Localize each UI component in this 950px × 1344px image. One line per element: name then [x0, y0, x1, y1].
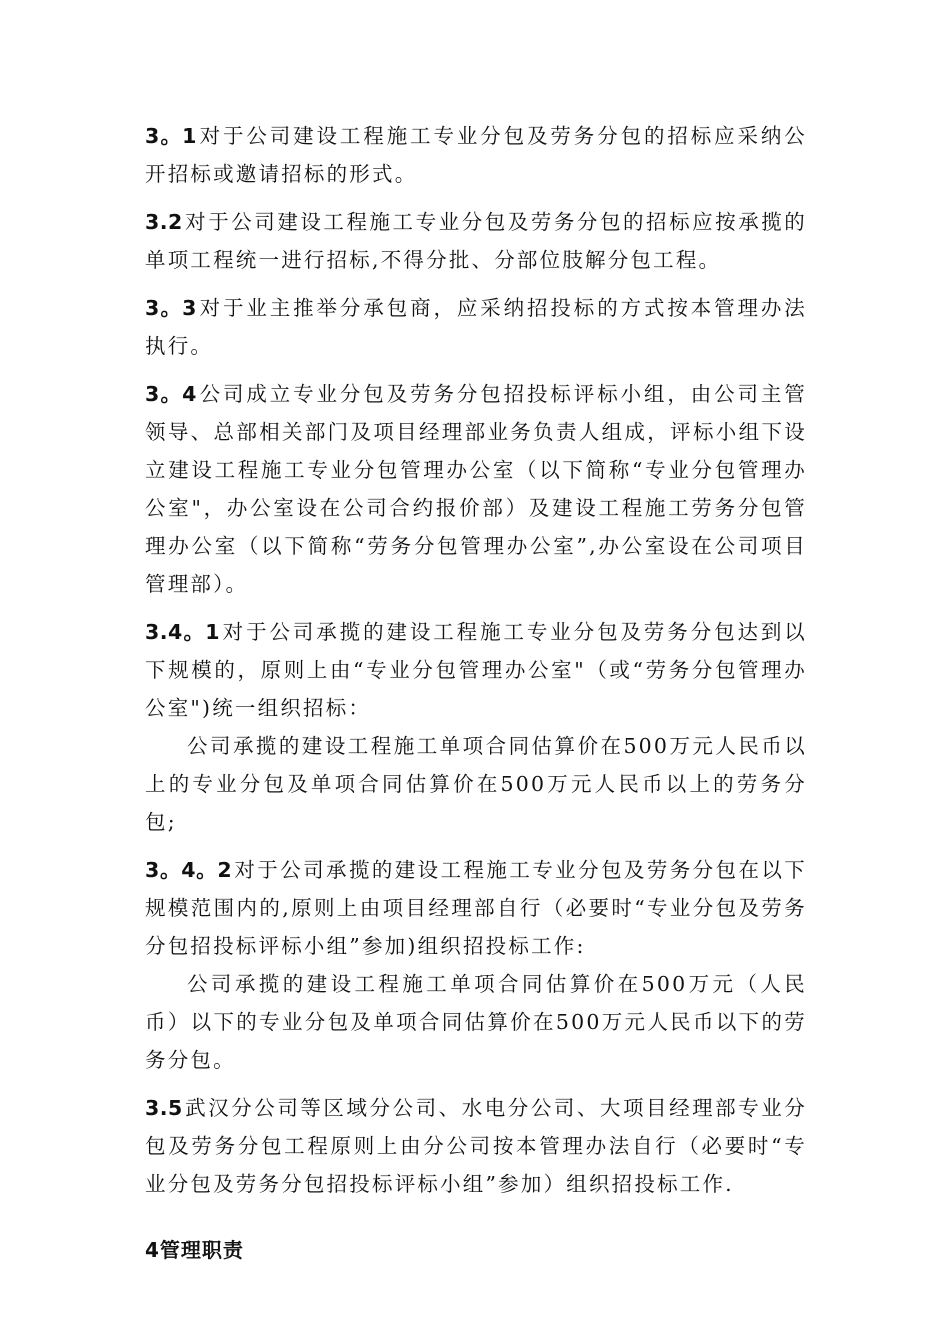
paragraph-text: 对于公司承揽的建设工程施工专业分包及劳务分包达到以下规模的，原则上由“专业分包管理办公室"（或“劳务分包管理办公室")统一组织招标：	[145, 620, 807, 720]
paragraph-3-4-1	[145, 613, 807, 727]
section-number: 3.5	[145, 1096, 183, 1120]
section-number: 3.2	[145, 210, 183, 234]
paragraph-3-5	[145, 1089, 807, 1203]
section-number: 3。3	[145, 296, 197, 320]
paragraph-3-3	[145, 289, 807, 365]
paragraph-text: 对于公司建设工程施工专业分包及劳务分包的招标应按承揽的单项工程统一进行招标,不得分批、分部位肢解分包工程。	[145, 210, 807, 272]
section-number: 3。4	[145, 382, 197, 406]
paragraph-3-4-1-detail	[145, 727, 807, 841]
paragraph-text: 公司承揽的建设工程施工单项合同估算价在500万元（人民币）以下的专业分包及单项合同估算价在500万元人民币以下的劳务分包。	[145, 972, 807, 1072]
paragraph-3-1	[145, 117, 807, 193]
paragraph-text: 对于公司建设工程施工专业分包及劳务分包的招标应采纳公开招标或邀请招标的形式。	[145, 124, 807, 186]
section-heading: 4管理职责	[145, 1238, 244, 1262]
paragraph-text: 对于业主推举分承包商，应采纳招投标的方式按本管理办法执行。	[145, 296, 807, 358]
paragraph-text: 公司承揽的建设工程施工单项合同估算价在500万元人民币以上的专业分包及单项合同估算价在500万元人民币以上的劳务分包;	[145, 734, 807, 834]
section-number: 3。1	[145, 124, 197, 148]
paragraph-text: 公司成立专业分包及劳务分包招投标评标小组，由公司主管领导、总部相关部门及项目经理部业务负责人组成，评标小组下设立建设工程施工专业分包管理办公室（以下简称“专业分包管理办公室"，办公室设在公司合约报价部）及建设工程施工劳务分包管理办公室（以下简称“劳务分包管理办公室”,办公室设在公司项目管理部）。	[145, 382, 807, 596]
paragraph-text: 武汉分公司等区域分公司、水电分公司、大项目经理部专业分包及劳务分包工程原则上由分公司按本管理办法自行（必要时“专业分包及劳务分包招投标评标小组”参加）组织招投标工作.	[145, 1096, 807, 1196]
paragraph-3-4	[145, 375, 807, 603]
paragraph-text: 对于公司承揽的建设工程施工专业分包及劳务分包在以下规模范围内的,原则上由项目经理部自行（必要时“专业分包及劳务分包招投标评标小组”参加)组织招投标工作:	[145, 858, 808, 958]
section-number: 3.4。1	[145, 620, 220, 644]
section-number: 3。4。2	[145, 858, 233, 882]
document-body	[145, 117, 807, 1269]
paragraph-3-2	[145, 203, 807, 279]
paragraph-3-4-2-detail	[145, 965, 807, 1079]
paragraph-3-4-2	[145, 851, 807, 965]
